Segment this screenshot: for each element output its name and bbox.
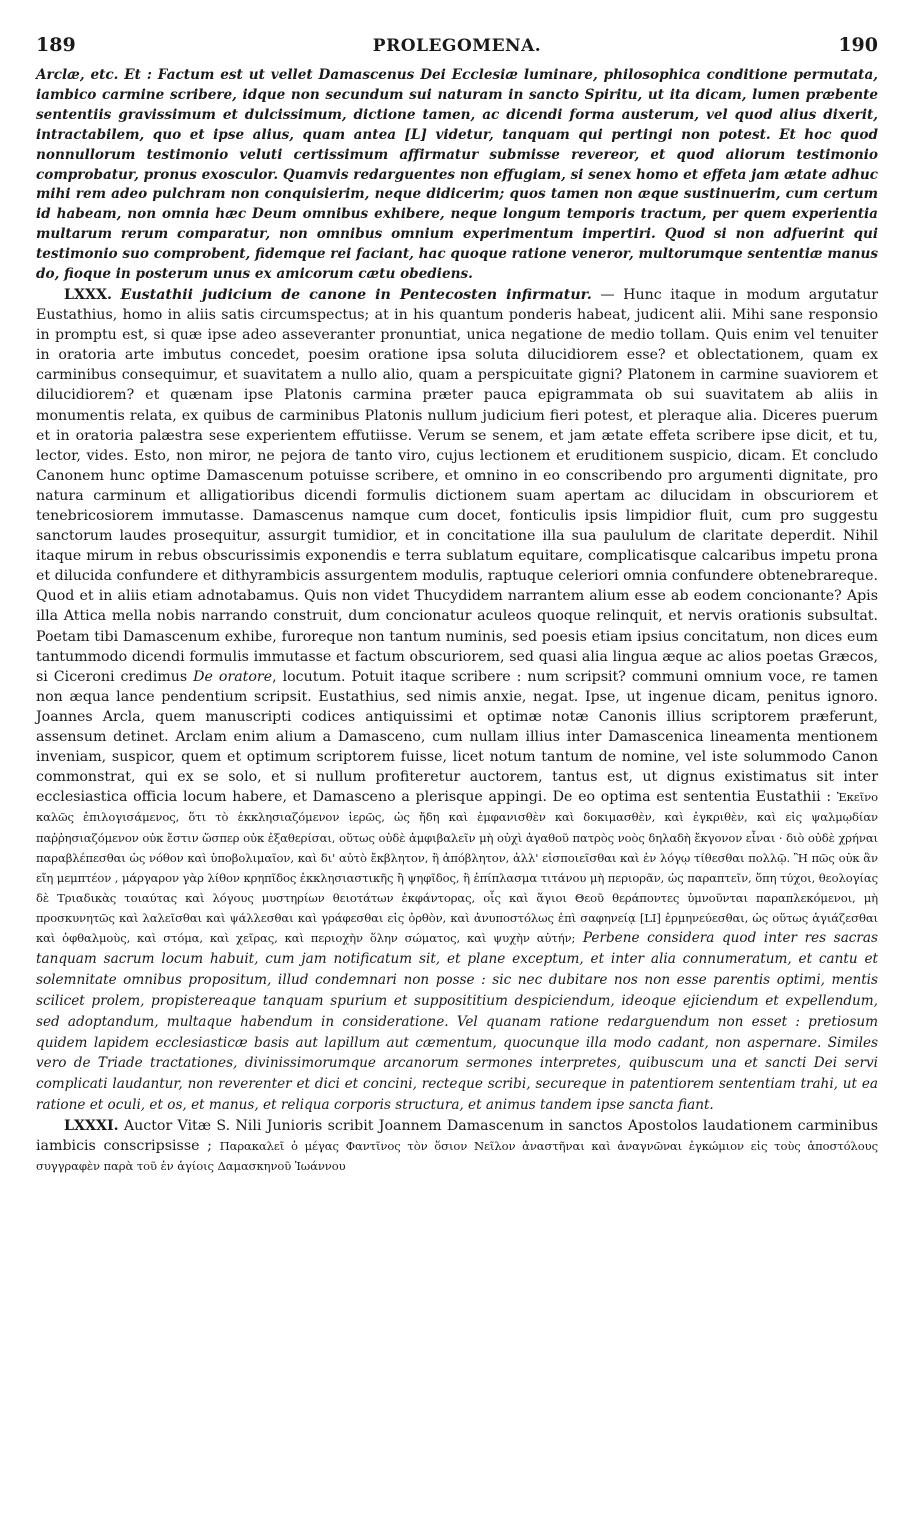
page-body: [36, 66, 878, 1176]
section-number-lxxx: LXXX.: [64, 286, 112, 303]
running-head: PROLEGOMENA.: [372, 36, 542, 56]
page-number-right: 190: [838, 34, 878, 56]
page-number-left: 189: [36, 34, 76, 56]
paragraph-continued-quotation: [36, 66, 878, 285]
paragraph-lxxxi: [36, 1116, 878, 1176]
paragraph-lxxx: [36, 285, 878, 1116]
body-text-lxxxi: Auctor Vitæ S. Nili Junioris scribit Joannem Damascenum in sanctos Apostolos laudationem carminibus iambicis conscripsisse ;: [36, 1118, 878, 1155]
latin-translation: Perbene considera quod inter res sacras tanquam sacrum locum habuit, cum jam notificatum sit, et plane exceptum, et inter alia connumeratum, et cantu et solemnitate omnibus propositum, illud condemnari non posse : sic nec dubitare nos non esse parentis optimi, mentis scilicet prolem, propistereaque tanquam spurium et supposititium despiciendum, ideoque ejiciendum et expellendum, sed adoptandum, multaque habendum in consideratione. Vel quanam ratione redarguendum non esset : pretiosum quidem lapidem ecclesiasticæ basis aut lapillum aut cæmentum, quocunque illa modo cadant, non aspernare. Similes vero de Triade tractationes, divinissimorumque arcanorum sermones interpretes, quibuscum una et sancti Dei servi complicati laudantur, non reverenter et dici et concini, recteque scribi, secureque in patentiorem sententiam trahi, ut ea ratione et oculi, et os, et manus, et reliqua corporis structura, et animus tandem ipse sancta fiant.: [36, 929, 878, 1114]
section-title-lxxx: Eustathii judicium de canone in Pentecosten infirmatur.: [120, 286, 592, 303]
body-text-part-2: , locutum. Potuit itaque scribere : num scripsit? communi omnium voce, re tamen non æqua lance pendentium scripsit. Eustathius, sed nimis anxie, negat. Ipse, ut ingenue dicam, penitus ignoro. Joannes Arcla, quem manuscripti codices antiquissimi et optimæ notæ Canonis illius scriptorem præferunt, assensum detinet. Arclam enim alium a Damasceno, cum nullam illius inter Damascenica lineamenta mentionem inveniam, suspicor, quem et optimum scriptorem fuisse, licet notum tantum de nomine, vel iste solummodo Canon commonstrat, qui ex se solo, et si nullum profiteretur auctorem, tantus est, ut dignus existimatus sit inter ecclesiastica officia locum habere, et Damasceno a plerisque appingi. De eo optima est sententia Eustathii :: [36, 668, 878, 806]
page-header: [36, 34, 878, 58]
paragraph-lead: Arclæ, etc. Et :: [36, 67, 158, 83]
greek-quotation: Ἐκεῖνο καλῶς ἐπιλογισάμενος, ὅτι τὸ ἐκκλησιαζόμενον ἱερῶς, ὡς ἤδη καὶ ἐμφανισθὲν καὶ δοκιμασθὲν, καὶ ἐγκριθὲν, καὶ εἰς ψαλμῳδίαν παῤῥησιαζόμενον οὐκ ἔστιν ὥσπερ οὐκ ἐξαθερίσαι, οὕτως οὐδὲ ἀμφιβαλεῖν μὴ οὐχὶ ἀγαθοῦ πατρὸς νοὸς δηλαδὴ ἔκγονον εἶναι · διὸ οὐδὲ χρήναι παραβλέπεσθαι ὡς νόθον καὶ ὑποβολιμαῖον, καὶ δι' αὐτὸ ἔκβλητον, ἢ ἀπόβλητον, ἀλλ' εἰσποιεῖσθαι καὶ ἐν λόγῳ τίθεσθαι πολλῷ. Ἢ πῶς οὐκ ἂν εἴη μεμπτέον , μάργαρον γὰρ λίθον κρηπῖδος ἐκκλησιαστικῆς ἢ ψηφῖδος, ἢ ἐπίπλασμα τιτάνου μὴ περιορᾶν, ὡς παραπτεῖν, ὅπη τύχοι, θεολογίας δὲ Τριαδικὰς τοιαύτας καὶ λόγους μυστηρίων θειοτάτων ἐκφάντορας, οἷς καὶ ἅγιοι Θεοῦ θεράποντες ὑμνοῦνται παραπλεκόμενοι, μὴ προσκυνητῶς καὶ λαλεῖσθαι καὶ ψάλλεσθαι καὶ γράφεσθαι εἰς ὀρθὸν, καὶ ἀνυποστόλως ἐπὶ σαφηνείᾳ [LI] ἑρμηνεύεσθαι, ὡς οὕτως ἁγιάζεσθαι καὶ ὀφθαλμοὺς, καὶ στόμα, καὶ χεῖρας, καὶ περιοχὴν ὅλην σώματος, καὶ ψυχὴν αὐτήν;: [36, 790, 878, 945]
book-reference: De oratore: [193, 668, 273, 685]
section-number-lxxxi: LXXXI.: [64, 1118, 119, 1135]
body-text-part-1: — Hunc itaque in modum argutatur Eustathius, homo in aliis satis circumspectus; at in his quantum ponderis habeat, judicent alii. Mihi sane responsio in promptu est, si quæ ipse adeo asseveranter pronuntiat, unica negatione de medio tollam. Quis enim vel tenuiter in oratoria arte imbutus concedet, poesim oratione ipsa soluta dilucidiorem esse? et oblectationem, quam ex carminibus consequimur, et suavitatem a nullo alio, quam a perspicuitate gigni? Platonem in carmine suaviorem et dilucidiorem? et quænam ipse Platonis carmina præter pauca epigrammata ob sui suavitatem ab aliis in monumentis relata, ex quibus de carminibus Platonis nullum judicium fieri potest, et pleraque alia. Diceres puerum et in oratoria palæstra sese experientem effutiisse. Verum se senem, et jam ætate effeta scribere ipse dicit, et tu, lector, vides. Esto, non miror, ne pejora de tanto viro, cujus lectionem et eruditionem suspicio, dicam. Et concludo Canonem hunc optime Damascenum potuisse scribere, et omnino in eo conscribendo pro argumenti dignitate, pro natura carminum et alligatioribus dicendi formulis dictionem suam apertam ac dilucidam in obscuriorem et tenebricosiorem immutasse. Damascenus namque cum docet, fonticulis ipsis limpidior fluit, cum pro suggestu sanctorum laudes prosequitur, assurgit tumidior, et in concitatione illa sua paululum de claritate deperdit. Nihil itaque mirum in rebus obscurissimis exponendis e terra sublatum equitare, complicatisque calcaribus impetu prona et dilucida confundere et dithyrambicis assurgentem modulis, raptuque celeriori omnia confundere obtenebrareque. Quod et in aliis etiam adnotabamus. Quis non videt Thucydidem narrantem alium esse ab eodem concionante? Apis illa Attica mella nobis narrando construit, dum concionatur aculeos quoque relinquit, et nervis orationis subsultat. Poetam tibi Damascenum exhibe, furoreque non tantum numinis, sed poesis etiam ipsius concitatum, non dices eum tantummodo dicendi formulis immutasse et factum obscuriorem, sed quasi alia lingua æque ac alios poetas Græcos, si Ciceroni credimus: [36, 286, 878, 685]
greek-quotation-lxxxi: Παρακαλεῖ ὁ μέγας Φαντῖνος τὸν ὅσιον Νεῖλον ἀναστῆναι καὶ ἀναγνῶναι ἐγκώμιον εἰς τοὺς ἀποστόλους συγγραφὲν παρὰ τοῦ ἐν ἁγίοις Δαμασκηνοῦ Ἰωάννου: [36, 1139, 879, 1174]
quotation-text: Factum est ut vellet Damascenus Dei Ecclesiæ luminare, philosophica conditione permutata, iambico carmine scribere, idque non secundum sui naturam in sancto Spiritu, ut ita dicam, lumen præbente sententiis gravissimum et dulcissimum, dictione tamen, ac dicendi forma austerum, vel quod alius dixerit, intractabilem, quo et ipse alius, quam antea [L] videtur, tanquam qui pertingi non potest. Et hoc quod nonnullorum testimonio veluti certissimum affirmatur submisse revereor, et quod aliorum testimonio comprobatur, pronus exosculor. Quamvis redarguentes non effugiam, si senex homo et effeta jam ætate adhuc mihi rem adeo pulchram non conquisierim, neque didicerim; quos tamen non æque sustinuerim, cum certum id habeam, non omnia hæc Deum omnibus exhibere, neque longum temporis tractum, per quem experientia multarum rerum comparatur, non omnibus omnium experimentum impertiri. Quod si non adfuerint qui testimonio suo comprobent, fidemque rei faciant, hac quoque ratione veneror, multorumque sententiæ manus do, fioque in posterum unus ex amicorum cætu obediens.: [36, 67, 878, 283]
